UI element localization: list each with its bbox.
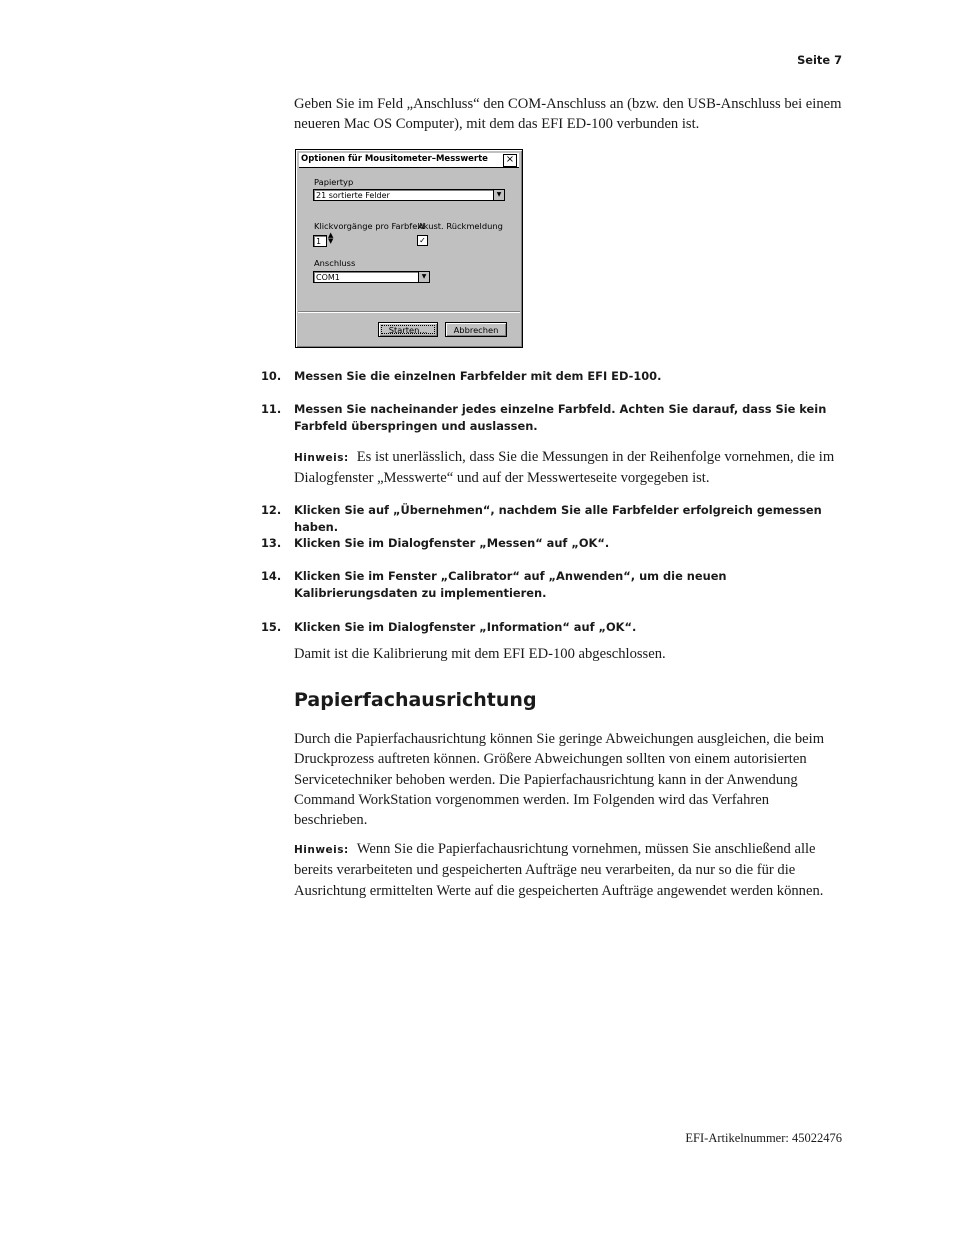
paper-type-label: Papiertyp: [314, 177, 354, 187]
clicks-label: Klickvorgänge pro Farbfeld: [314, 221, 425, 231]
note-text: Wenn Sie die Papierfachausrichtung vornehmen, müssen Sie anschließend alle bereits verarbeiteten und gespeicherten Aufträge neu verarbeiten, da nur so die für die Ausrichtung ermittelten Werte auf die gespeicherten Aufträge angewendet werden können.: [294, 841, 824, 899]
clicks-value: 1: [316, 237, 322, 246]
step-number: 10.: [261, 369, 282, 383]
dialog-separator: [298, 311, 520, 313]
note-label: Hinweis:: [294, 844, 349, 856]
list-item: [261, 368, 841, 385]
note-paragraph: [294, 447, 844, 489]
step-text: Messen Sie nacheinander jedes einzelne Farbfeld. Achten Sie darauf, dass Sie kein Farbfeld überspringen und auslassen.: [294, 402, 827, 433]
footer-part-number: EFI-Artikelnummer: 45022476: [685, 1131, 842, 1145]
note-paragraph: [294, 839, 844, 901]
step-number: 12.: [261, 503, 282, 517]
paper-type-value: 21 sortierte Felder: [316, 191, 390, 200]
step-number: 13.: [261, 536, 282, 550]
page-number: Seite 7: [797, 53, 842, 67]
feedback-checkbox[interactable]: ✓: [417, 235, 428, 246]
list-item: [261, 401, 841, 435]
completion-paragraph: Damit ist die Kalibrierung mit dem EFI ED-100 abgeschlossen.: [294, 646, 666, 662]
list-item: [261, 568, 841, 602]
clicks-stepper[interactable]: [313, 235, 327, 247]
dialog-titlebar: [299, 153, 519, 168]
step-text: Klicken Sie auf „Übernehmen“, nachdem Sie alle Farbfelder erfolgreich gemessen haben.: [294, 503, 822, 534]
list-item: [261, 619, 841, 636]
list-item: [261, 535, 841, 552]
list-item: [261, 502, 841, 534]
intro-paragraph: Geben Sie im Feld „Anschluss“ den COM-Anschluss an (bzw. den USB-Anschluss bei einem neueren Mac OS Computer), mit dem das EFI ED-100 verbunden ist.: [294, 96, 842, 133]
cancel-button[interactable]: Abbrechen: [445, 322, 507, 337]
step-text: Klicken Sie im Dialogfenster „Messen“ auf „OK“.: [294, 536, 610, 550]
section-body: Durch die Papierfachausrichtung können Sie geringe Abweichungen ausgleichen, die beim Druckprozess auftreten können. Größere Abweichungen sollten von einem autorisierten Servicetechniker behoben werden. Die Papierfachausrichtung kann in der Anwendung Command WorkStation vorgenommen werden. Im Folgenden wird das Verfahren beschrieben.: [294, 731, 825, 829]
step-number: 14.: [261, 569, 282, 583]
note-text: Es ist unerlässlich, dass Sie die Messungen in der Reihenfolge vornehmen, die im Dialogfenster „Messwerte“ und auf der Messwerteseite vorgegeben ist.: [294, 449, 835, 487]
port-label: Anschluss: [314, 258, 356, 268]
step-text: Messen Sie die einzelnen Farbfelder mit dem EFI ED-100.: [294, 369, 662, 383]
start-button[interactable]: Starten...: [378, 322, 438, 337]
port-select[interactable]: [313, 271, 430, 283]
chevron-down-icon[interactable]: ▼: [493, 190, 504, 200]
chevron-down-icon[interactable]: ▼: [418, 272, 429, 282]
step-text: Klicken Sie im Dialogfenster „Information“ auf „OK“.: [294, 620, 637, 634]
step-text: Klicken Sie im Fenster „Calibrator“ auf „Anwenden“, um die neuen Kalibrierungsdaten zu implementieren.: [294, 569, 727, 600]
port-value: COM1: [316, 273, 340, 282]
step-number: 15.: [261, 620, 282, 634]
feedback-label: Akust. Rückmeldung: [418, 221, 503, 231]
step-number: 11.: [261, 402, 282, 416]
options-dialog: [295, 149, 523, 348]
section-heading: Papierfachausrichtung: [294, 689, 537, 711]
stepper-arrows-icon[interactable]: ▲ ▼: [328, 231, 334, 245]
note-label: Hinweis:: [294, 452, 349, 464]
dialog-title: Optionen für Mousitometer–Messwerte: [301, 154, 488, 164]
paper-type-select[interactable]: [313, 189, 505, 201]
close-icon[interactable]: ×: [503, 154, 517, 167]
